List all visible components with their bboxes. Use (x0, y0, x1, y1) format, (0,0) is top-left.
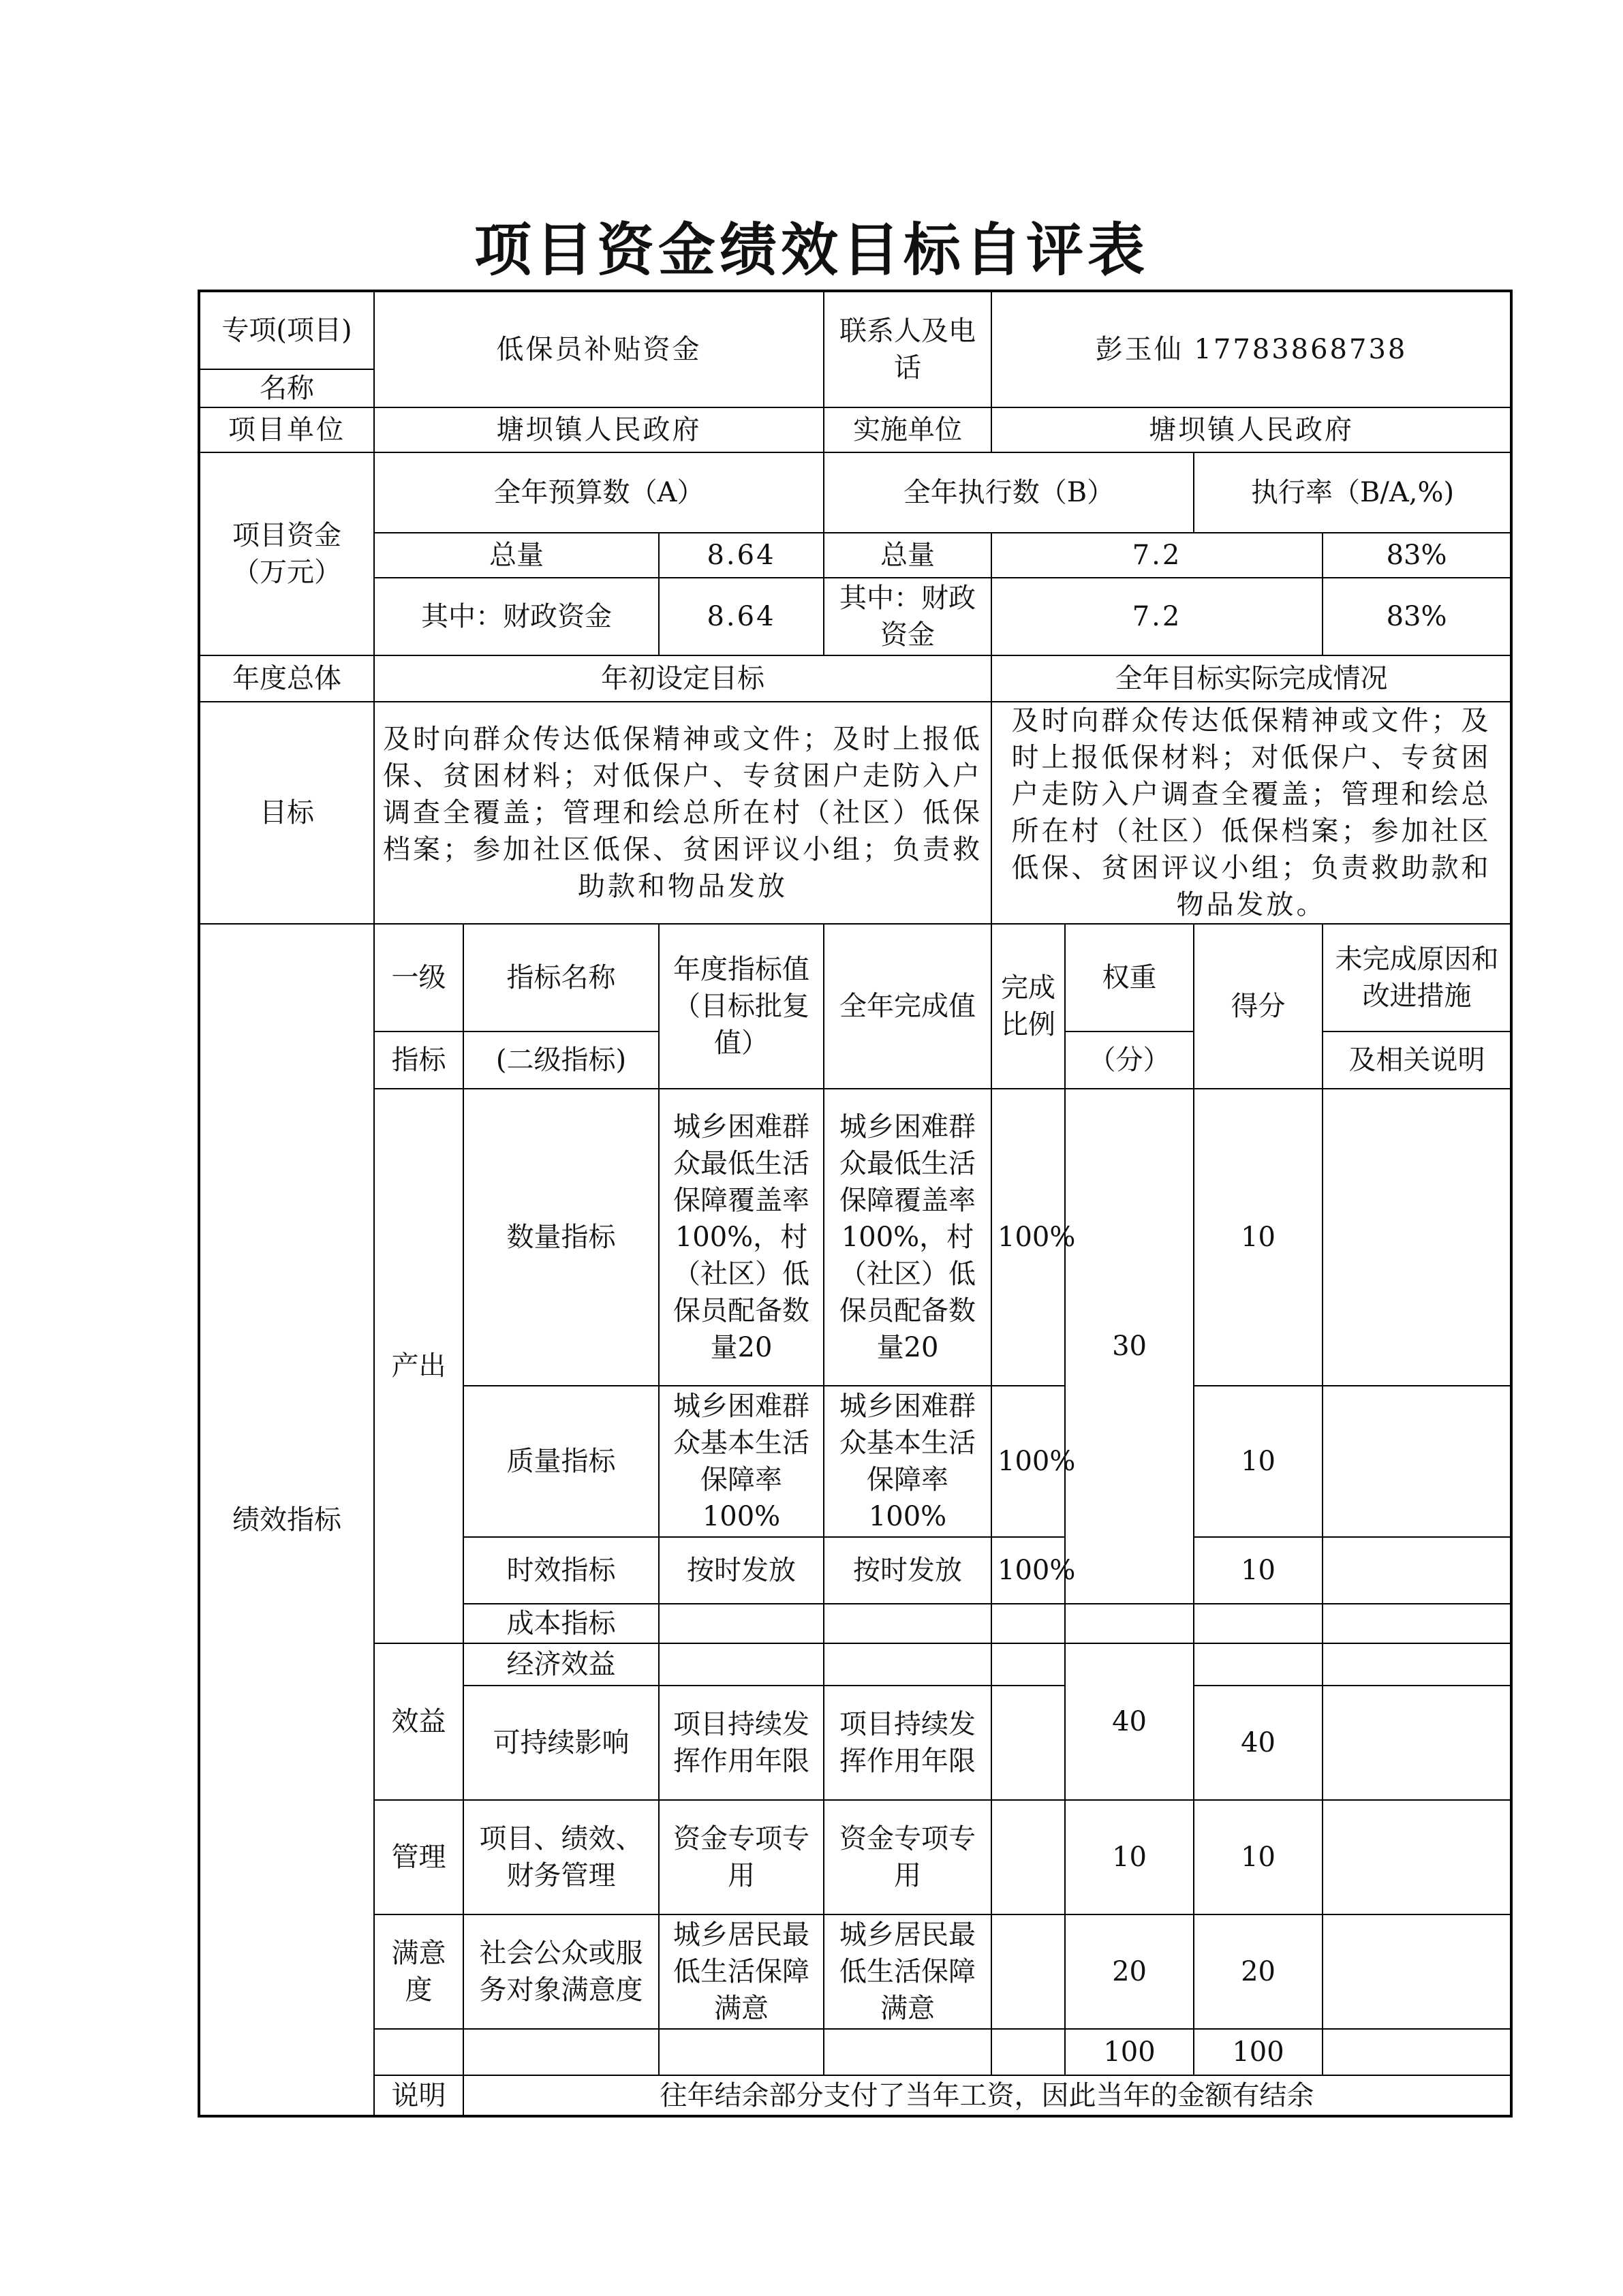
project-name-label-1: 专项(项目) (199, 291, 374, 369)
sat-name: 社会公众或服务对象满意度 (463, 1914, 659, 2029)
evaluation-table (198, 290, 1513, 2117)
quality-reason (1323, 1386, 1511, 1537)
set-goal-text: 及时向群众传达低保精神或文件；及时上报低保、贫困材料；对低保户、专贫困户走防入户调查全覆盖；管理和绘总所在村（社区）低保档案；参加社区低保、贫困评议小组；负责救助款和物品发放 (374, 702, 991, 924)
total-budget: 8.64 (659, 533, 824, 578)
perf-label: 绩效指标 (199, 924, 374, 2116)
contact-label: 联系人及电话 (824, 291, 991, 407)
goal-label: 目标 (199, 702, 374, 924)
project-name: 低保员补贴资金 (374, 291, 824, 407)
quality-complete: 城乡困难群众基本生活保障率 100% (824, 1386, 991, 1537)
quality-target: 城乡困难群众基本生活保障率 100% (659, 1386, 824, 1537)
output-weight: 30 (1065, 1089, 1194, 1604)
note-label: 说明 (374, 2075, 463, 2116)
total-blank-3 (659, 2029, 824, 2075)
fiscal-budget: 8.64 (659, 578, 824, 655)
total-weight: 100 (1065, 2029, 1194, 2075)
sustain-ratio (991, 1686, 1065, 1800)
total-blank-2 (463, 2029, 659, 2075)
exec-header: 全年执行数（B） (824, 452, 1194, 533)
total-blank-4 (824, 2029, 991, 2075)
time-score: 10 (1194, 1537, 1323, 1604)
cost-name: 成本指标 (463, 1604, 659, 1643)
h-level1-b: 指标 (374, 1031, 463, 1089)
econ-complete (824, 1643, 991, 1686)
project-unit: 塘坝镇人民政府 (374, 407, 824, 452)
total-blank-6 (1323, 2029, 1511, 2075)
page-title: 项目资金绩效目标自评表 (474, 217, 1149, 283)
fiscal-exec: 7.2 (991, 578, 1323, 655)
exec-unit: 塘坝镇人民政府 (991, 407, 1511, 452)
cost-reason (1323, 1604, 1511, 1643)
sat-target: 城乡居民最低生活保障满意 (659, 1914, 824, 2029)
sat-complete: 城乡居民最低生活保障满意 (824, 1914, 991, 2029)
time-complete: 按时发放 (824, 1537, 991, 1604)
output-label: 产出 (374, 1089, 463, 1643)
fiscal-label: 其中：财政资金 (374, 578, 659, 655)
sustain-reason (1323, 1686, 1511, 1800)
funds-label: 项目资金（万元） (199, 452, 374, 655)
sustain-target: 项目持续发挥作用年限 (659, 1686, 824, 1800)
total-label: 总量 (374, 533, 659, 578)
total-score: 100 (1194, 2029, 1323, 2075)
econ-name: 经济效益 (463, 1643, 659, 1686)
h-weight-a: 权重 (1065, 924, 1194, 1031)
qty-ratio: 100% (991, 1089, 1065, 1386)
h-target: 年度指标值（目标批复值） (659, 924, 824, 1089)
quality-score: 10 (1194, 1386, 1323, 1537)
mgmt-ratio (991, 1800, 1065, 1914)
h-ratio: 完成比例 (991, 924, 1065, 1089)
total-blank-1 (374, 2029, 463, 2075)
mgmt-name: 项目、绩效、财务管理 (463, 1800, 659, 1914)
note-text: 往年结余部分支付了当年工资，因此当年的金额有结余 (463, 2075, 1511, 2116)
cost-score (1194, 1604, 1323, 1643)
time-ratio: 100% (991, 1537, 1065, 1604)
quality-ratio: 100% (991, 1386, 1065, 1537)
sat-score: 20 (1194, 1914, 1323, 2029)
mgmt-complete: 资金专项专用 (824, 1800, 991, 1914)
econ-ratio (991, 1643, 1065, 1686)
overall-label: 年度总体 (199, 655, 374, 702)
qty-target: 城乡困难群众最低生活保障覆盖率100%，村（社区）低保员配备数量20 (659, 1089, 824, 1386)
sat-reason (1323, 1914, 1511, 2029)
qty-score: 10 (1194, 1089, 1323, 1386)
project-name-label-2: 名称 (199, 369, 374, 407)
contact-value: 彭玉仙 17783868738 (991, 291, 1511, 407)
budget-header: 全年预算数（A） (374, 452, 824, 533)
project-unit-label: 项目单位 (199, 407, 374, 452)
mgmt-weight: 10 (1065, 1800, 1194, 1914)
benefit-score: 40 (1194, 1686, 1323, 1800)
mgmt-label: 管理 (374, 1800, 463, 1914)
total-blank-5 (991, 2029, 1065, 2075)
sat-ratio (991, 1914, 1065, 2029)
qty-complete: 城乡困难群众最低生活保障覆盖率100%，村（社区）低保员配备数量20 (824, 1089, 991, 1386)
h-reason-b: 及相关说明 (1323, 1031, 1511, 1089)
h-name-a: 指标名称 (463, 924, 659, 1031)
h-name-b: (二级指标) (463, 1031, 659, 1089)
actual-goal-text: 及时向群众传达低保精神或文件；及时上报低保材料；对低保户、专贫困户走防入户调查全覆盖；管理和绘总所在村（社区）低保档案；参加社区低保、贫困评议小组；负责救助款和物品发放。 (991, 702, 1511, 924)
econ-reason (1323, 1643, 1511, 1686)
qty-name: 数量指标 (463, 1089, 659, 1386)
cost-weight (1065, 1604, 1194, 1643)
total-rate: 83% (1323, 533, 1511, 578)
total-exec: 7.2 (991, 533, 1323, 578)
econ-score (1194, 1643, 1323, 1686)
sustain-name: 可持续影响 (463, 1686, 659, 1800)
sat-weight: 20 (1065, 1914, 1194, 2029)
benefit-label: 效益 (374, 1643, 463, 1800)
qty-reason (1323, 1089, 1511, 1386)
mgmt-reason (1323, 1800, 1511, 1914)
econ-target (659, 1643, 824, 1686)
fiscal-exec-label: 其中：财政资金 (824, 578, 991, 655)
cost-complete (824, 1604, 991, 1643)
sat-label: 满意度 (374, 1914, 463, 2029)
exec-unit-label: 实施单位 (824, 407, 991, 452)
benefit-weight: 40 (1065, 1643, 1194, 1800)
h-complete: 全年完成值 (824, 924, 991, 1089)
h-level1-a: 一级 (374, 924, 463, 1031)
h-score: 得分 (1194, 924, 1323, 1089)
time-target: 按时发放 (659, 1537, 824, 1604)
rate-header: 执行率（B/A,%) (1194, 452, 1511, 533)
quality-name: 质量指标 (463, 1386, 659, 1537)
sustain-complete: 项目持续发挥作用年限 (824, 1686, 991, 1800)
set-goal-header: 年初设定目标 (374, 655, 991, 702)
time-reason (1323, 1537, 1511, 1604)
cost-target (659, 1604, 824, 1643)
mgmt-target: 资金专项专用 (659, 1800, 824, 1914)
actual-goal-header: 全年目标实际完成情况 (991, 655, 1511, 702)
mgmt-score: 10 (1194, 1800, 1323, 1914)
fiscal-rate: 83% (1323, 578, 1511, 655)
cost-ratio (991, 1604, 1065, 1643)
h-weight-b: （分） (1065, 1031, 1194, 1089)
total-exec-label: 总量 (824, 533, 991, 578)
time-name: 时效指标 (463, 1537, 659, 1604)
h-reason-a: 未完成原因和改进措施 (1323, 924, 1511, 1031)
